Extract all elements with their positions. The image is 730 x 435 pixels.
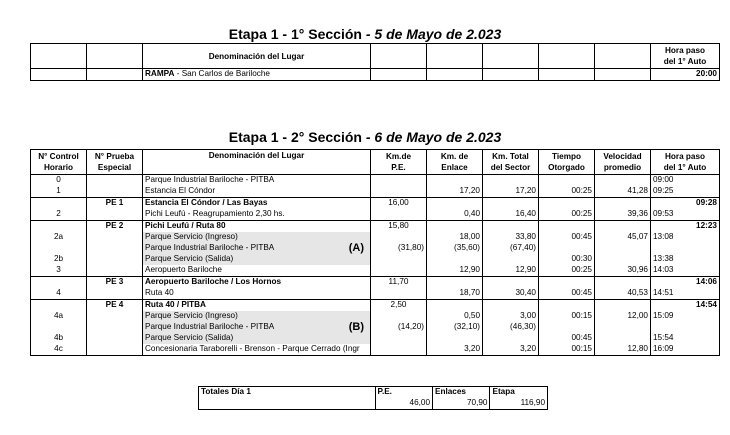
table-row: [31, 322, 720, 333]
header-hora-line1: Hora paso: [664, 46, 706, 55]
header-velocidad-l1: Velocidad: [603, 152, 642, 161]
cell-control: 0: [31, 175, 87, 187]
cell-enlace: 18,00: [427, 232, 483, 243]
lugar-text: Parque Servicio (Salida): [145, 333, 234, 342]
cell-velocidad: [595, 221, 651, 233]
cell-enlace: 0,50: [427, 311, 483, 322]
cell-hora: 13:38: [651, 254, 720, 265]
cell-total: 30,40: [483, 288, 539, 300]
cell-velocidad: 12,80: [595, 344, 651, 356]
section1-table: [30, 43, 720, 81]
cell-control: 4c: [31, 344, 87, 356]
cell-total: [483, 300, 539, 312]
table-row: [31, 243, 720, 254]
cell-hora: 14:03: [651, 265, 720, 277]
cell-lugar: [143, 300, 371, 312]
cell-lugar: [143, 209, 371, 221]
cell-velocidad: [595, 300, 651, 312]
header-kmpe-l1: Km.de: [385, 152, 412, 161]
header-tiempo: [539, 150, 595, 175]
cell-lugar: [143, 221, 371, 233]
table-row: [31, 186, 720, 198]
table-row: [31, 254, 720, 265]
cell-lugar: [143, 186, 371, 198]
cell-prueba: PE 3: [87, 277, 143, 289]
table-row: [31, 265, 720, 277]
lugar-rest: - San Carlos de Bariloche: [174, 69, 270, 78]
cell-tiempo: [539, 277, 595, 289]
header-lugar: Denominación del Lugar: [143, 44, 371, 69]
totals-label: Totales Día 1: [199, 387, 376, 399]
cell-kmpe: [371, 186, 427, 198]
table-row: [31, 344, 720, 356]
table-row: [31, 300, 720, 312]
header-lugar2: Denominación del Lugar: [143, 150, 371, 175]
lugar-text: Ruta 40 / PITBA: [145, 300, 206, 309]
cell-kmpe: [371, 288, 427, 300]
cell-control: 2b: [31, 254, 87, 265]
cell-kmpe: [371, 175, 427, 187]
totals-label-row: [199, 387, 548, 399]
lugar-text: Parque Servicio (Ingreso): [145, 311, 238, 320]
cell-kmpe: 15,80: [371, 221, 427, 233]
cell-kmpe: [371, 344, 427, 356]
cell-tiempo: 00:25: [539, 186, 595, 198]
cell-control: 4a: [31, 311, 87, 322]
cell-total: 16,40: [483, 209, 539, 221]
cell-enlace: [427, 254, 483, 265]
cell-lugar: [143, 333, 371, 344]
cell-tiempo: [539, 243, 595, 254]
cell-lugar: [143, 265, 371, 277]
cell-prueba: [87, 322, 143, 333]
cell-enlace: 18,70: [427, 288, 483, 300]
cell-tiempo: [539, 322, 595, 333]
lugar-text: Pichi Leufú / Ruta 80: [145, 221, 226, 230]
cell-velocidad: 39,36: [595, 209, 651, 221]
header-velocidad: [595, 150, 651, 175]
header-hora2-l2: del 1° Auto: [663, 163, 707, 172]
cell-enlace: 0,40: [427, 209, 483, 221]
table-row: [31, 311, 720, 322]
cell-kmpe: [371, 209, 427, 221]
cell-tiempo: 00:45: [539, 333, 595, 344]
cell-hora: [651, 322, 720, 333]
section2-table: [30, 149, 720, 356]
cell-control: 2a: [31, 232, 87, 243]
totals-pe-label: P.E.: [375, 387, 432, 399]
header-total: [483, 150, 539, 175]
table-row: [31, 209, 720, 221]
header-kmpe-l2: P.E.: [391, 163, 406, 172]
header-total-l1: Km. Total: [492, 152, 529, 161]
totals-etapa-label: Etapa: [490, 387, 548, 399]
table-row: [31, 288, 720, 300]
cell-total: [483, 277, 539, 289]
totals-enl-label: Enlaces: [433, 387, 490, 399]
section2-title: [0, 129, 730, 145]
cell-prueba: PE 1: [87, 198, 143, 210]
header-hora2-l1: Hora paso: [664, 152, 706, 161]
cell-control: [31, 243, 87, 254]
cell-total: [483, 333, 539, 344]
header-hora-line2: del 1° Auto: [663, 57, 707, 66]
cell-tiempo: 00:45: [539, 232, 595, 243]
cell-total: [483, 254, 539, 265]
cell-prueba: [87, 333, 143, 344]
cell-enlace: 12,90: [427, 265, 483, 277]
header-prueba-l2: Especial: [97, 163, 132, 172]
cell-tiempo: 00:30: [539, 254, 595, 265]
cell-hora: 09:25: [651, 186, 720, 198]
lugar-text: Parque Industrial Bariloche - PITBA: [145, 322, 275, 331]
cell-enlace: [427, 333, 483, 344]
totals-table: [198, 386, 548, 410]
cell-tiempo: [539, 198, 595, 210]
lugar-text: Parque Servicio (Salida): [145, 254, 234, 263]
lugar-text: Pichi Leufú - Reagrupamiento 2,30 hs.: [145, 209, 285, 218]
header-control-l2: Horario: [43, 163, 74, 172]
cell-velocidad: [595, 175, 651, 187]
cell-hora: 15:54: [651, 333, 720, 344]
cell-kmpe: [371, 311, 427, 322]
cell-control: 4b: [31, 333, 87, 344]
cell-prueba: [87, 288, 143, 300]
cell-enlace: (32,10): [427, 322, 483, 333]
cell-enlace: [427, 277, 483, 289]
lugar-text: Aeropuerto Bariloche: [145, 265, 222, 274]
section1-lugar: [143, 69, 371, 81]
cell-prueba: [87, 311, 143, 322]
lugar-text: Parque Industrial Bariloche - PITBA: [145, 175, 275, 184]
section2-body: [31, 175, 720, 356]
cell-hora: 12:23: [651, 221, 720, 233]
section1-title-text: Etapa 1 - 1° Sección: [228, 26, 362, 42]
cell-enlace: (35,60): [427, 243, 483, 254]
cell-control: [31, 221, 87, 233]
cell-enlace: 3,20: [427, 344, 483, 356]
table-row: [31, 333, 720, 344]
cell-control: 2: [31, 209, 87, 221]
section1-title-date: - 5 de Mayo de 2.023: [365, 26, 502, 42]
header-hora: [651, 44, 720, 69]
header-prueba: [87, 150, 143, 175]
cell-kmpe: 2,50: [371, 300, 427, 312]
cell-kmpe: [371, 232, 427, 243]
cell-control: [31, 198, 87, 210]
cell-lugar: [143, 175, 371, 187]
cell-tiempo: 00:15: [539, 344, 595, 356]
cell-lugar: [143, 277, 371, 289]
lugar-text: Estancia El Cóndor: [145, 186, 216, 195]
cell-kmpe: [371, 265, 427, 277]
cell-velocidad: 41,28: [595, 186, 651, 198]
section2-title-date: - 6 de Mayo de 2.023: [365, 129, 502, 145]
cell-lugar: [143, 198, 371, 210]
table-row: [31, 232, 720, 243]
totals-enl-value: 70,90: [433, 398, 490, 410]
cell-hora: 09:53: [651, 209, 720, 221]
cell-prueba: [87, 186, 143, 198]
table-row: [31, 198, 720, 210]
cell-control: [31, 300, 87, 312]
cell-hora: 14:54: [651, 300, 720, 312]
cell-velocidad: [595, 243, 651, 254]
cell-lugar: [143, 344, 371, 356]
lugar-text: Parque Industrial Bariloche - PITBA: [145, 243, 275, 252]
cell-hora: 16:09: [651, 344, 720, 356]
cell-kmpe: [371, 254, 427, 265]
header-hora2: [651, 150, 720, 175]
cell-prueba: [87, 232, 143, 243]
cell-lugar: [143, 232, 371, 243]
cell-tiempo: [539, 300, 595, 312]
cell-tiempo: [539, 221, 595, 233]
cell-velocidad: [595, 254, 651, 265]
lugar-text: Aeropuerto Bariloche / Los Hornos: [145, 277, 282, 286]
cell-total: (46,30): [483, 322, 539, 333]
cell-enlace: [427, 175, 483, 187]
totals-pe-value: 46,00: [375, 398, 432, 410]
cell-lugar: [143, 311, 371, 322]
cell-prueba: [87, 265, 143, 277]
cell-velocidad: 45,07: [595, 232, 651, 243]
header-control: [31, 150, 87, 175]
table-row: [31, 277, 720, 289]
cell-hora: [651, 243, 720, 254]
section2-header-row: [31, 150, 720, 175]
section1-row: [31, 69, 720, 81]
totals-value-row: [199, 398, 548, 410]
header-tiempo-l1: Tiempo: [552, 152, 581, 161]
cell-hora: 14:51: [651, 288, 720, 300]
cell-prueba: [87, 254, 143, 265]
cell-tiempo: [539, 175, 595, 187]
cell-total: [483, 175, 539, 187]
cell-kmpe: (31,80): [371, 243, 427, 254]
cell-enlace: 17,20: [427, 186, 483, 198]
cell-control: 4: [31, 288, 87, 300]
service-park-tag: (B): [348, 322, 364, 333]
cell-lugar: [143, 288, 371, 300]
cell-tiempo: 00:25: [539, 209, 595, 221]
lugar-text: Concesionaria Taraborelli - Brenson - Parque Cerrado (Ingr: [145, 344, 360, 353]
cell-kmpe: 16,00: [371, 198, 427, 210]
cell-kmpe: [371, 333, 427, 344]
section1-hora: 20:00: [651, 69, 720, 81]
header-prueba-l1: N° Prueba: [94, 152, 135, 161]
cell-kmpe: (14,20): [371, 322, 427, 333]
cell-total: [483, 198, 539, 210]
cell-prueba: PE 2: [87, 221, 143, 233]
cell-lugar: [143, 243, 371, 254]
cell-velocidad: [595, 333, 651, 344]
cell-velocidad: 12,00: [595, 311, 651, 322]
section1-title: [0, 26, 730, 42]
cell-prueba: [87, 209, 143, 221]
cell-control: 3: [31, 265, 87, 277]
cell-lugar: [143, 254, 371, 265]
lugar-bold: RAMPA: [145, 69, 175, 78]
cell-velocidad: 40,53: [595, 288, 651, 300]
lugar-text: Parque Servicio (Ingreso): [145, 232, 238, 241]
totals-etapa-value: 116,90: [490, 398, 548, 410]
cell-tiempo: 00:15: [539, 311, 595, 322]
section1-header-row: [31, 44, 720, 69]
table-row: [31, 175, 720, 187]
service-park-tag: (A): [348, 243, 364, 254]
cell-total: (67,40): [483, 243, 539, 254]
cell-control: [31, 277, 87, 289]
header-tiempo-l2: Otorgado: [548, 163, 585, 172]
cell-tiempo: 00:25: [539, 265, 595, 277]
cell-hora: 14:06: [651, 277, 720, 289]
cell-prueba: [87, 175, 143, 187]
header-velocidad-l2: promedio: [603, 163, 642, 172]
cell-tiempo: 00:45: [539, 288, 595, 300]
cell-total: 3,00: [483, 311, 539, 322]
cell-velocidad: [595, 322, 651, 333]
cell-hora: 13:08: [651, 232, 720, 243]
cell-hora: 09:28: [651, 198, 720, 210]
cell-total: 12,90: [483, 265, 539, 277]
cell-hora: 09:00: [651, 175, 720, 187]
cell-prueba: [87, 344, 143, 356]
header-total-l2: del Sector: [490, 163, 531, 172]
header-enlace-l1: Km. de: [440, 152, 469, 161]
section2-title-text: Etapa 1 - 2° Sección: [228, 129, 362, 145]
cell-total: 3,20: [483, 344, 539, 356]
cell-lugar: [143, 322, 371, 333]
cell-control: [31, 322, 87, 333]
lugar-text: Ruta 40: [145, 288, 174, 297]
table-row: [31, 221, 720, 233]
header-kmpe: [371, 150, 427, 175]
cell-prueba: PE 4: [87, 300, 143, 312]
cell-velocidad: [595, 198, 651, 210]
cell-total: [483, 221, 539, 233]
header-control-l1: N° Control: [38, 152, 79, 161]
cell-velocidad: 30,96: [595, 265, 651, 277]
cell-enlace: [427, 221, 483, 233]
cell-enlace: [427, 300, 483, 312]
cell-total: 17,20: [483, 186, 539, 198]
cell-prueba: [87, 243, 143, 254]
cell-kmpe: 11,70: [371, 277, 427, 289]
cell-control: 1: [31, 186, 87, 198]
header-enlace-l2: Enlace: [441, 163, 468, 172]
cell-hora: 15:09: [651, 311, 720, 322]
cell-total: 33,80: [483, 232, 539, 243]
cell-enlace: [427, 198, 483, 210]
header-enlace: [427, 150, 483, 175]
lugar-text: Estancia El Cóndor / Las Bayas: [145, 198, 268, 207]
cell-velocidad: [595, 277, 651, 289]
